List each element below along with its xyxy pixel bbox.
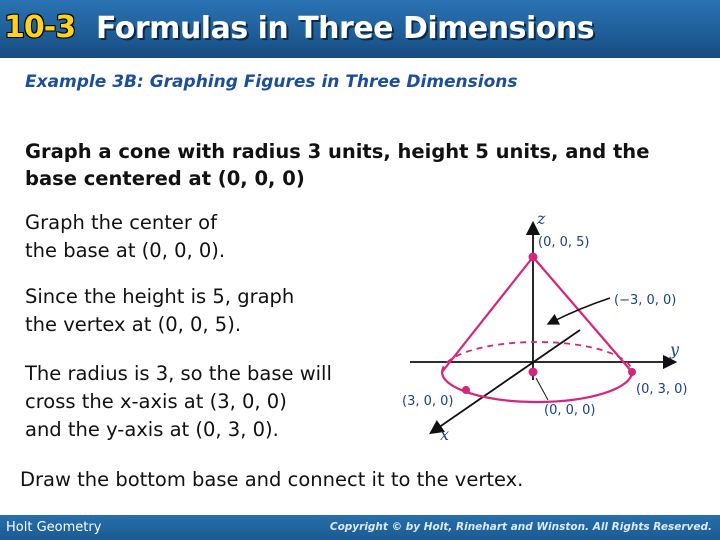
origin-label: (0, 0, 0) — [544, 403, 596, 418]
step-1-text: Graph the center of the base at (0, 0, 0). — [25, 211, 226, 262]
final-step-text: Draw the bottom base and connect it to the vertex. — [20, 468, 524, 491]
origin-pointer — [536, 378, 548, 400]
step-2-text: Since the height is 5, graph the vertex at (0, 0, 5). — [25, 285, 295, 336]
example-subtitle: Example 3B: Graphing Figures in Three Dimensions — [25, 72, 518, 92]
neg-x-label: (−3, 0, 0) — [614, 293, 677, 308]
footer-copyright: Copyright © by Holt, Rinehart and Winston. All Rights Reserved. — [329, 521, 712, 533]
lesson-title: Formulas in Three Dimensions — [96, 11, 595, 46]
y-axis-label: y — [670, 340, 680, 359]
y-intercept-point — [628, 368, 636, 376]
cone-base-front — [442, 372, 632, 402]
neg-x-pointer — [552, 298, 610, 322]
cone-diagram — [380, 200, 720, 450]
vertex-point — [529, 253, 538, 262]
lesson-number: 10-3 — [4, 10, 76, 45]
vertex-label: (0, 0, 5) — [538, 235, 590, 250]
x-axis-label: x — [440, 425, 450, 444]
slide-header — [0, 0, 720, 58]
x-intercept-point — [462, 386, 470, 394]
slide-footer — [0, 515, 720, 540]
problem-statement: Graph a cone with radius 3 units, height 5 units, and the base centered at (0, 0, 0) — [25, 140, 650, 190]
x-point-label: (3, 0, 0) — [402, 394, 454, 409]
z-axis-label: z — [537, 209, 546, 228]
step-3-text: The radius is 3, so the base will cross the x-axis at (3, 0, 0) and the y-axis at (0, 3, 0). — [25, 362, 332, 441]
footer-book-title: Holt Geometry — [6, 520, 102, 535]
y-point-label: (0, 3, 0) — [636, 382, 688, 397]
origin-point — [529, 368, 538, 377]
diagram-backdrop — [390, 350, 430, 380]
cone-edge-right — [533, 257, 632, 372]
cone-base-back — [442, 342, 632, 372]
cone-edge-left — [442, 257, 533, 372]
